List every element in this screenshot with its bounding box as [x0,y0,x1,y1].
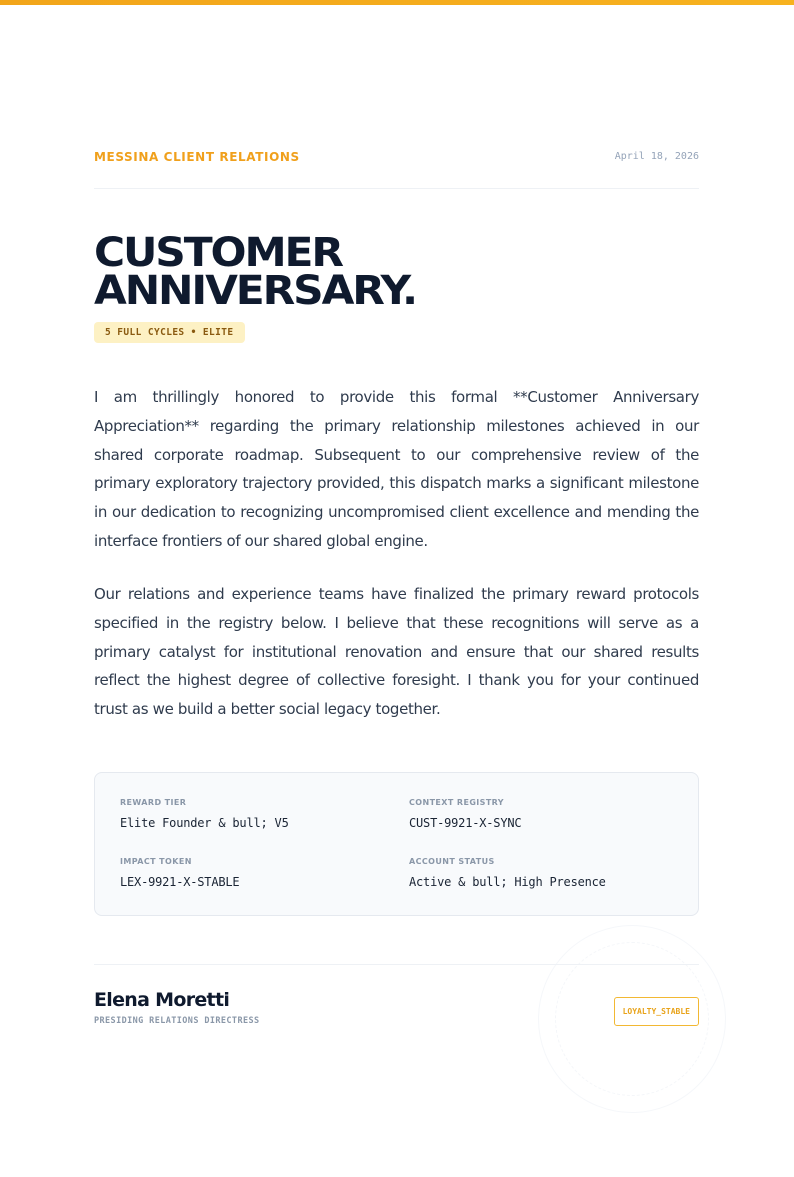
registry-label: ACCOUNT STATUS [409,857,495,866]
body-paragraph-1: I am thrillingly honored to provide this formal **Customer Anniversary Appreciation** regarding the primary relationship milestones achieved in our shared corporate roadmap. Subsequent to our comprehensive review of the primary exploratory trajectory provided, this dispatch marks a significant milestone in our dedication to recognizing uncompromised client excellence and mending the interface frontiers of our shared global engine. [94,388,699,550]
letter-date: April 18, 2026 [614,151,699,162]
signer-name: Elena Moretti [94,989,230,1011]
signer-role: PRESIDING RELATIONS DIRECTRESS [94,1016,260,1026]
top-accent-bar [0,0,794,5]
registry-label: CONTEXT REGISTRY [409,798,505,807]
registry-context-registry [409,798,521,830]
letter-header [94,150,699,170]
reward-registry [94,772,699,916]
title-line-2: ANNIVERSARY. [94,268,417,314]
registry-value: CUST-9921-X-SYNC [409,816,522,830]
loyalty-stamp: LOYALTY_STABLE [614,997,699,1026]
registry-value: Elite Founder & bull; V5 [120,816,289,830]
footer-divider [94,964,699,965]
body-paragraph-2: Our relations and experience teams have finalized the primary reward protocols specified in the registry below. I believe that these recognitions will serve as a primary catalyst for institutional renovation and ensure that our shared results reflect the highest degree of collective foresight. I thank you for your continued trust as we build a better social legacy together. [94,585,699,719]
status-badge: 5 FULL CYCLES • ELITE [94,322,245,343]
registry-label: REWARD TIER [120,798,187,807]
registry-value: Active & bull; High Presence [409,875,606,889]
registry-label: IMPACT TOKEN [120,857,192,866]
registry-impact-token [120,857,239,889]
page-title [94,230,417,314]
title-line-1: CUSTOMER [94,230,342,276]
registry-value: LEX-9921-X-STABLE [120,875,240,889]
registry-reward-tier [120,798,289,830]
registry-account-status [409,857,606,889]
header-divider [94,188,699,189]
organization-name: MESSINA CLIENT RELATIONS [94,150,300,164]
